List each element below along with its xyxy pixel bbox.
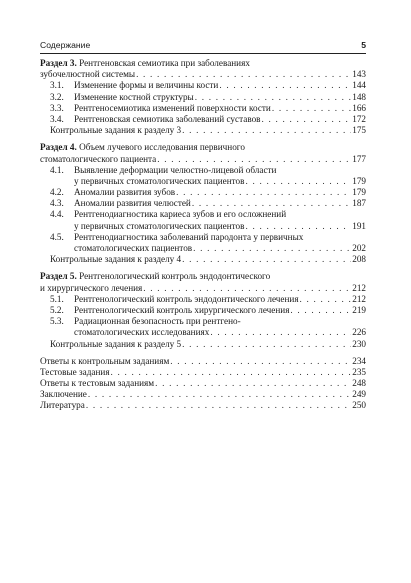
toc-entry-4-5 [40,232,366,243]
section-title-cont: стоматологического пациента [40,153,157,164]
toc-entry-4-4 [40,209,366,220]
toc-entry-3-3 [40,103,366,114]
entry-title-cont: стоматологических пациентов [74,243,193,253]
leader-dots [157,154,351,165]
entry-page: 202 [352,243,366,253]
entry-number: 4.2. [50,187,64,198]
toc-entry-4-1-cont [40,176,366,187]
toc-entry-control-4 [40,254,366,265]
toc-section-5 [40,271,366,349]
entry-title: Выявление деформации челюстно-лицевой области [74,164,277,175]
toc-tail [40,356,366,412]
section-page: 177 [352,153,366,164]
section-heading-line [40,58,366,69]
entry-page: 226 [352,327,366,338]
toc-section-4 [40,142,366,265]
entry-title: Ответы к тестовым заданиям [40,378,155,389]
leader-dots [219,80,351,91]
leader-dots [262,114,352,125]
entry-title: Тестовые задания [40,366,110,377]
section-heading-line [40,271,366,282]
header-rule [40,53,366,54]
section-heading-line [40,142,366,153]
entry-page: 148 [352,91,366,102]
leader-dots [176,187,351,198]
leader-dots [272,103,351,114]
page-number: 5 [361,40,366,50]
entry-page: 235 [352,366,366,377]
entry-title: Рентгеновская семиотика заболеваний суставов [74,113,261,124]
entry-page: 144 [352,80,366,91]
leader-dots [155,378,351,389]
entry-page: 172 [352,113,366,124]
toc-entry-4-1 [40,165,366,176]
entry-page: 175 [352,125,366,136]
toc-entry-3-1 [40,80,366,91]
entry-title: Рентгенологический контроль эндодонтического лечения [74,293,299,304]
entry-title: Ответы к контрольным заданиям [40,355,170,366]
entry-page: 187 [352,198,366,209]
entry-number: 4.1. [50,164,64,175]
running-header [40,40,366,52]
leader-dots [290,305,351,316]
entry-title: Изменение костной структуры [74,91,194,102]
entry-page: 212 [352,293,366,304]
section-title: Рентгеновская семиотика при заболеваниях [79,58,250,68]
toc-entry-literature [40,400,366,411]
entry-title: Рентгеносемиотика изменений поверхности кости [74,102,271,113]
toc-entry-5-3-cont [40,327,366,338]
entry-page: 249 [352,389,366,400]
leader-dots [245,221,351,232]
toc-section-3 [40,58,366,136]
entry-page: 191 [352,220,366,231]
running-header-title: Содержание [40,40,91,50]
leader-dots [193,243,351,254]
entry-page: 208 [352,254,366,265]
toc-entry-5-3 [40,316,366,327]
table-of-contents [40,58,366,412]
toc-entry-3-4 [40,114,366,125]
entry-title: Радиационная безопасность при рентгено- [74,316,241,327]
leader-dots [245,176,351,187]
section-heading-line [40,283,366,294]
toc-entry-tests [40,367,366,378]
toc-entry-5-1 [40,294,366,305]
entry-title: Контрольные задания к разделу 5 [50,338,182,349]
entry-number: 3.2. [50,91,64,102]
leader-dots [86,400,351,411]
toc-entry-4-2 [40,187,366,198]
entry-page: 166 [352,102,366,113]
entry-page: 219 [352,304,366,315]
entry-page: 234 [352,355,366,366]
leader-dots [111,367,352,378]
entry-title-cont: у первичных стоматологических пациентов [74,220,245,231]
entry-title: Литература [40,400,85,411]
leader-dots [182,254,351,265]
toc-entry-4-3 [40,198,366,209]
leader-dots [192,198,351,209]
leader-dots [195,92,351,103]
leader-dots [143,283,351,294]
section-heading-line [40,69,366,80]
leader-dots [210,327,351,338]
section-label: Раздел 5. [40,271,77,282]
entry-number: 5.2. [50,304,64,315]
section-page: 212 [352,282,366,293]
entry-title: Контрольные задания к разделу 3 [50,125,182,136]
entry-number: 5.1. [50,293,64,304]
toc-entry-4-5-cont [40,243,366,254]
toc-entry-3-2 [40,92,366,103]
entry-page: 230 [352,338,366,349]
entry-page: 179 [352,175,366,186]
toc-entry-control-5 [40,339,366,350]
leader-dots [170,356,351,367]
entry-title: Контрольные задания к разделу 4 [50,254,182,265]
entry-number: 4.5. [50,231,64,242]
section-heading-line [40,154,366,165]
entry-title: Заключение [40,389,87,400]
leader-dots [300,294,352,305]
entry-page: 179 [352,187,366,198]
section-title: Рентгенологический контроль эндодонтического [79,271,271,282]
entry-number: 3.4. [50,113,64,124]
entry-number: 3.1. [50,80,64,91]
toc-entry-control-3 [40,125,366,136]
leader-dots [88,389,351,400]
entry-title-cont: стоматологических исследованиях [74,327,210,338]
entry-number: 5.3. [50,316,64,327]
entry-title: Рентгенодиагностика заболеваний пародонта у первичных [74,231,304,242]
entry-title: Рентгенодиагностика кариеса зубов и его осложнений [74,209,287,220]
entry-title: Аномалии развития челюстей [74,198,191,209]
leader-dots [182,339,351,350]
leader-dots [182,125,351,136]
section-label: Раздел 4. [40,142,77,153]
entry-title: Изменение формы и величины кости [74,80,219,91]
entry-title: Рентгенологический контроль хирургического лечения [74,304,290,315]
toc-entry-5-2 [40,305,366,316]
entry-page: 248 [352,378,366,389]
section-title: Объем лучевого исследования первичного [79,142,245,153]
entry-number: 4.4. [50,209,64,220]
entry-page: 250 [352,400,366,411]
toc-entry-4-4-cont [40,221,366,232]
entry-number: 4.3. [50,198,64,209]
toc-entry-conclusion [40,389,366,400]
entry-number: 3.3. [50,102,64,113]
leader-dots [136,69,351,80]
entry-title: Аномалии развития зубов [74,187,176,198]
section-title-cont: и хирургического лечения [40,282,143,293]
section-label: Раздел 3. [40,58,77,68]
toc-entry-answers-control [40,356,366,367]
section-title-cont: зубочелюстной системы [40,69,136,80]
entry-title-cont: у первичных стоматологических пациентов [74,175,245,186]
section-page: 143 [352,69,366,80]
toc-entry-answers-tests [40,378,366,389]
